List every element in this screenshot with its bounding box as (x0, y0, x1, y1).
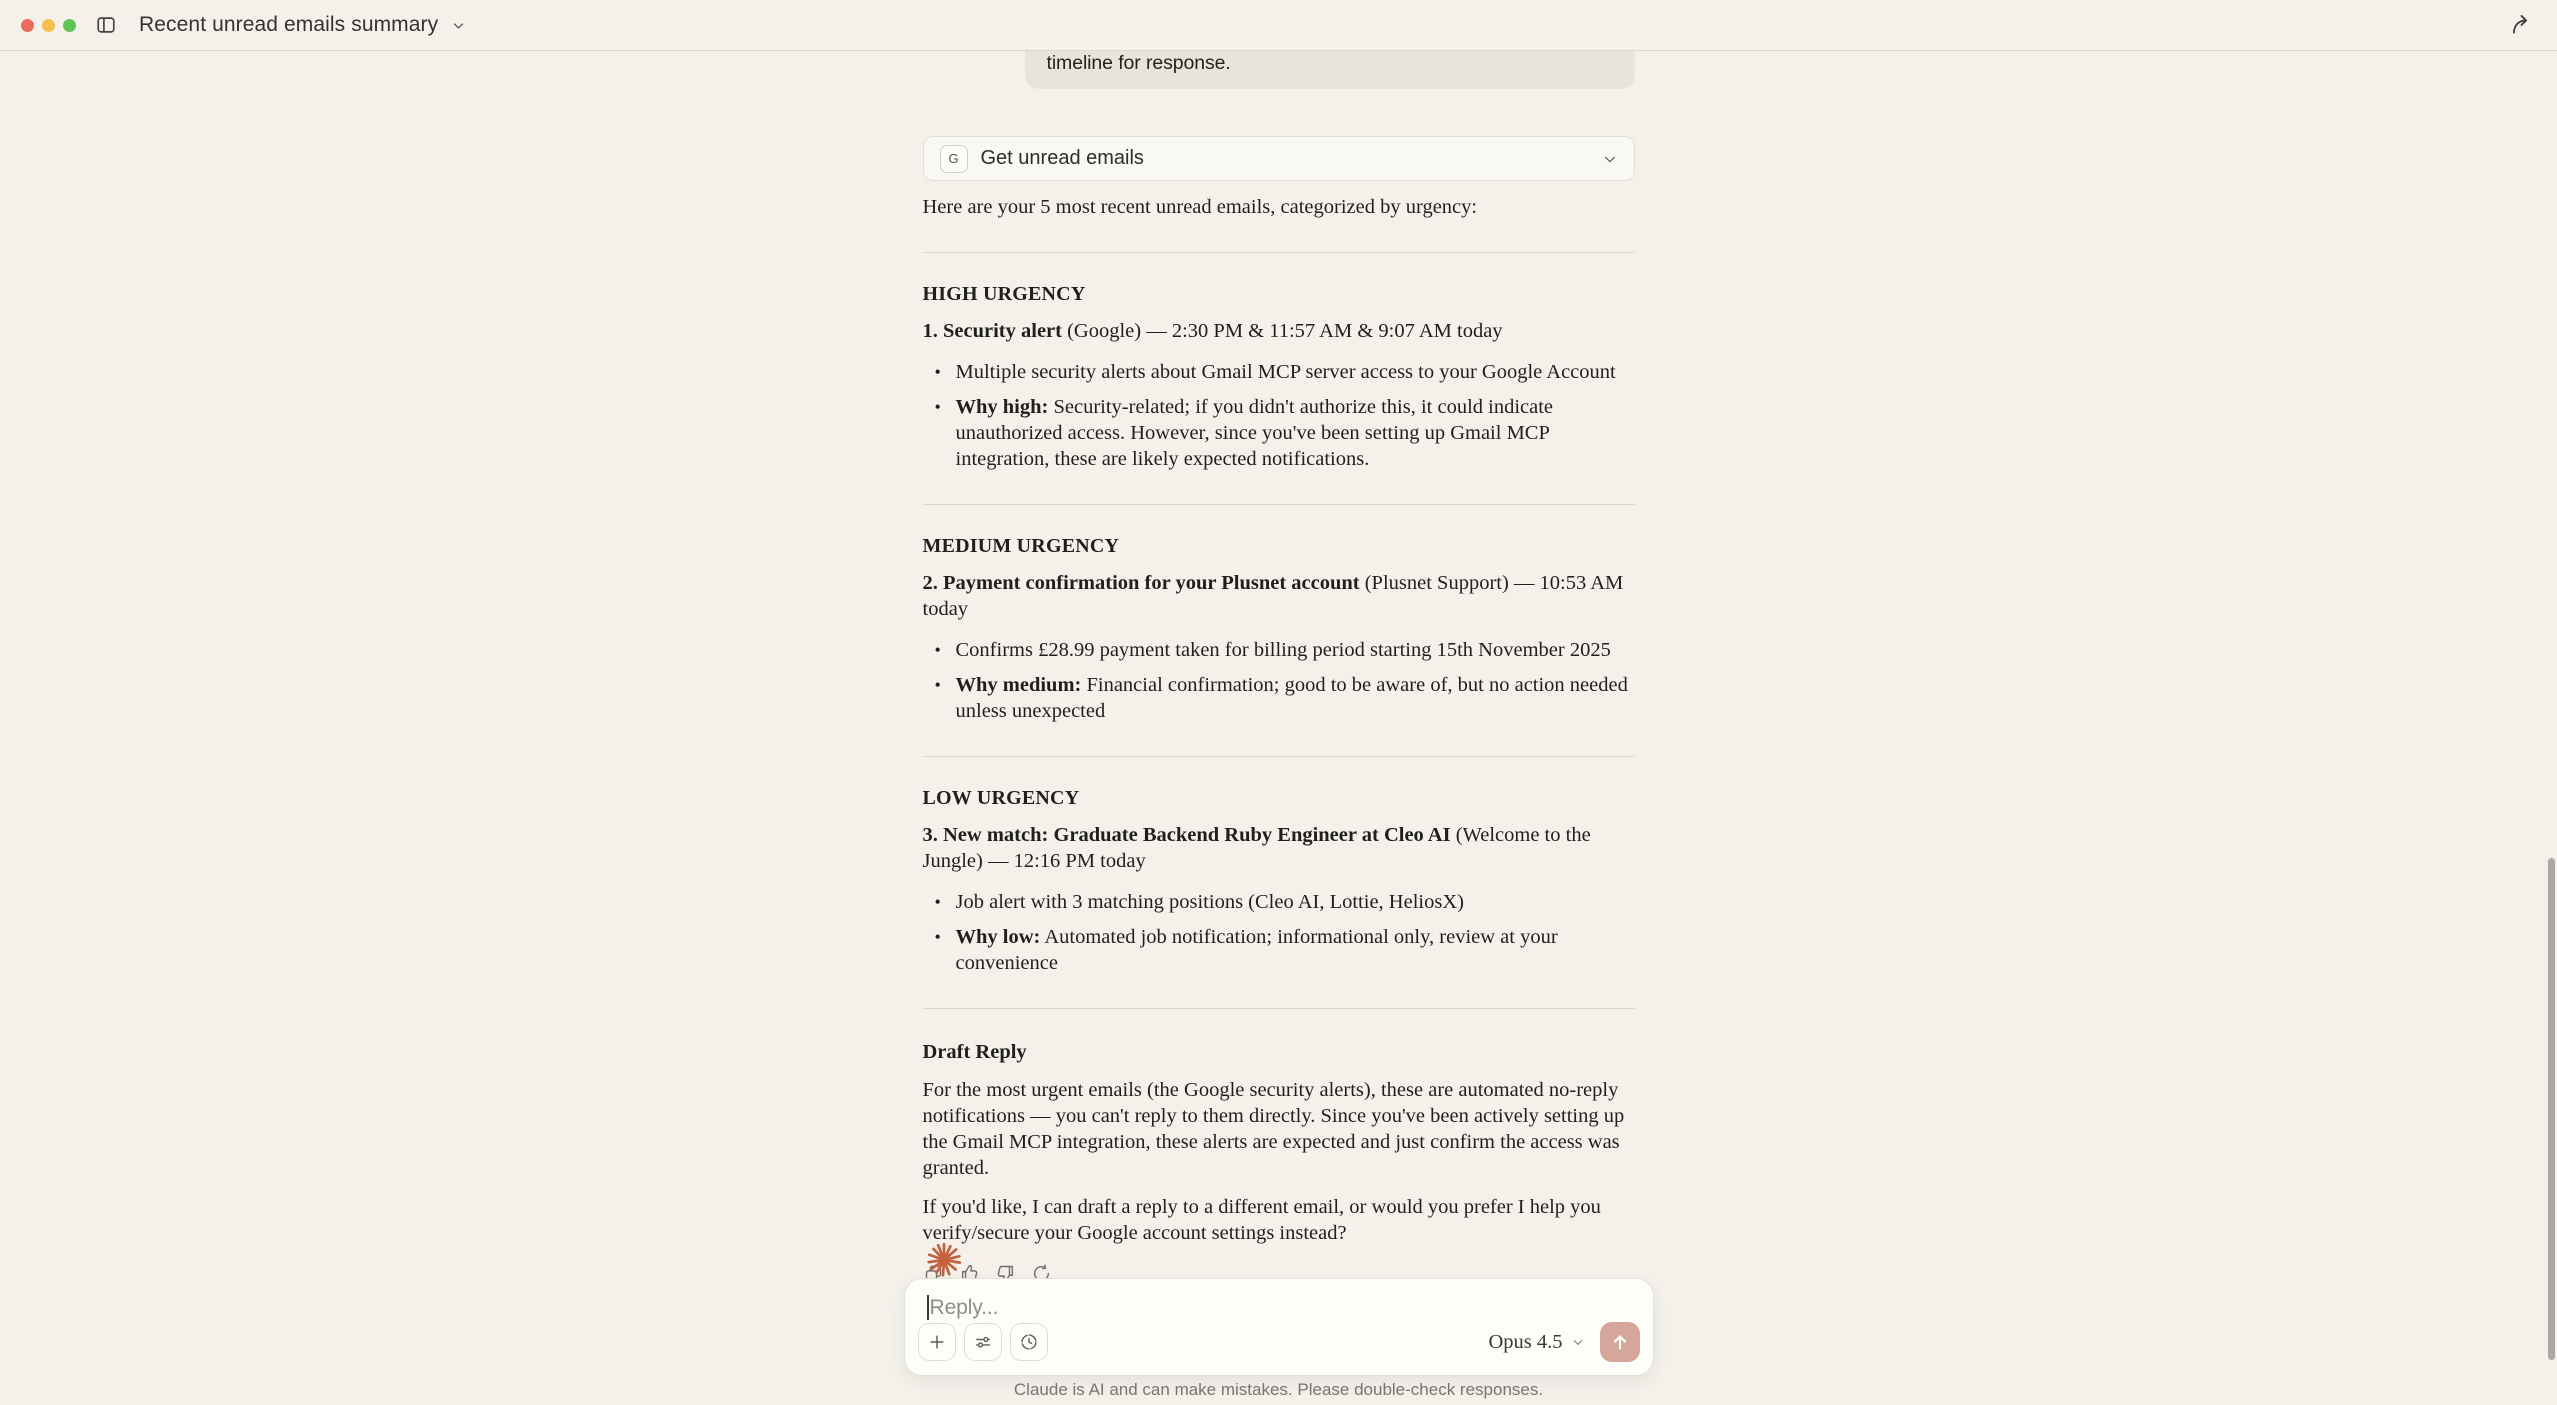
draft-reply-heading: Draft Reply (922, 1041, 1027, 1063)
bullet-point (923, 889, 1635, 915)
close-window-button[interactable] (21, 19, 34, 32)
email-item-1 (923, 318, 1635, 344)
tool-call-card[interactable] (923, 136, 1635, 181)
disclaimer-text: Claude is AI and can make mistakes. Please double-check responses. (1013, 1380, 1544, 1399)
model-chevron-down-icon (1571, 1335, 1585, 1349)
intro-text: Here are your 5 most recent unread emails, categorized by urgency: (922, 196, 1478, 218)
bullet-text: Multiple security alerts about Gmail MCP server access to your Google Account (955, 361, 1616, 383)
urgency-heading-low: LOW URGENCY (922, 787, 1080, 809)
email-item-2-meta: (Plusnet Support) — 10:53 AM today (922, 572, 1624, 620)
chat-scroll-area[interactable] (0, 51, 2557, 1405)
tool-source-badge: G (940, 145, 968, 173)
why-label: Why high: (955, 396, 1049, 418)
urgency-heading-medium: MEDIUM URGENCY (922, 535, 1120, 557)
send-button[interactable] (1600, 1322, 1640, 1362)
share-icon[interactable] (2509, 12, 2535, 38)
bullet-point (923, 637, 1635, 663)
bullet-text: Confirms £28.99 payment taken for billing period starting 15th November 2025 (955, 639, 1611, 661)
why-text: Financial confirmation; good to be aware of, but no action needed unless unexpected (955, 674, 1628, 722)
zoom-window-button[interactable] (63, 19, 76, 32)
claude-starburst-icon (924, 1240, 964, 1280)
email-item-2-title: 2. Payment confirmation for your Plusnet account (922, 572, 1360, 594)
composer-controls (905, 1322, 1653, 1362)
why-text: Security-related; if you didn't authorize this, it could indicate unauthorized access. However, since you've been setting up Gmail MCP integration, these are likely expected notifications. (955, 396, 1554, 470)
email-item-2 (923, 570, 1635, 622)
title-chevron-down-icon[interactable] (451, 18, 466, 33)
email-item-1-title: 1. Security alert (922, 320, 1062, 342)
bullet-point (923, 672, 1635, 724)
conversation-title[interactable]: Recent unread emails summary (139, 13, 439, 36)
sidebar-toggle-icon[interactable] (95, 14, 117, 36)
scrollbar-thumb[interactable] (2548, 858, 2555, 1360)
bullet-text: Job alert with 3 matching positions (Cleo AI, Lottie, HeliosX) (955, 891, 1464, 913)
email-item-3-details (923, 889, 1635, 976)
model-name: Opus 4.5 (1488, 1330, 1563, 1353)
user-message-line2: timeline for response. (1046, 52, 1231, 74)
email-item-3 (923, 822, 1635, 874)
tool-card-chevron-down-icon[interactable] (1602, 151, 1618, 167)
email-item-1-meta: (Google) — 2:30 PM & 11:57 AM & 9:07 AM today (1061, 320, 1503, 342)
history-button[interactable] (1010, 1323, 1048, 1361)
sliders-icon (973, 1332, 993, 1352)
bullet-point (923, 924, 1635, 976)
tool-call-label: Get unread emails (980, 147, 1144, 169)
model-selector[interactable] (1488, 1331, 1584, 1354)
email-item-3-title: 3. New match: Graduate Backend Ruby Engineer at Cleo AI (922, 824, 1451, 846)
section-divider (923, 252, 1635, 253)
draft-reply-para1: For the most urgent emails (the Google security alerts), these are automated no-reply notifications — you can't reply to them directly. Since you've been actively setting up the Gmail MCP integration, these alerts are expected and just confirm the access was granted. (922, 1079, 1625, 1179)
clock-history-icon (1019, 1332, 1039, 1352)
send-arrow-icon (1609, 1331, 1631, 1353)
reply-composer[interactable] (904, 1278, 1654, 1376)
bullet-point (923, 394, 1635, 472)
conversation-column (923, 13, 1635, 1284)
urgency-heading-high: HIGH URGENCY (922, 283, 1086, 305)
attach-button[interactable] (918, 1323, 956, 1361)
assistant-message (923, 194, 1635, 1246)
bullet-point (923, 359, 1635, 385)
why-label: Why low: (955, 926, 1041, 948)
section-divider (923, 504, 1635, 505)
email-item-1-details (923, 359, 1635, 472)
reply-placeholder: Reply... (929, 1295, 999, 1319)
section-divider (923, 756, 1635, 757)
plus-icon (927, 1332, 947, 1352)
draft-reply-para2: If you'd like, I can draft a reply to a different email, or would you prefer I help you verify/secure your Google account settings instead? (922, 1196, 1601, 1244)
email-item-3-meta: (Welcome to the Jungle) — 12:16 PM today (922, 824, 1591, 872)
title-bar (0, 0, 2557, 51)
text-caret (927, 1295, 929, 1320)
reply-input[interactable] (905, 1279, 1653, 1320)
minimize-window-button[interactable] (42, 19, 55, 32)
tools-button[interactable] (964, 1323, 1002, 1361)
section-divider (923, 1008, 1635, 1009)
email-item-2-details (923, 637, 1635, 724)
why-label: Why medium: (955, 674, 1082, 696)
window-controls (21, 19, 76, 32)
why-text: Automated job notification; informational only, review at your convenience (955, 926, 1558, 974)
